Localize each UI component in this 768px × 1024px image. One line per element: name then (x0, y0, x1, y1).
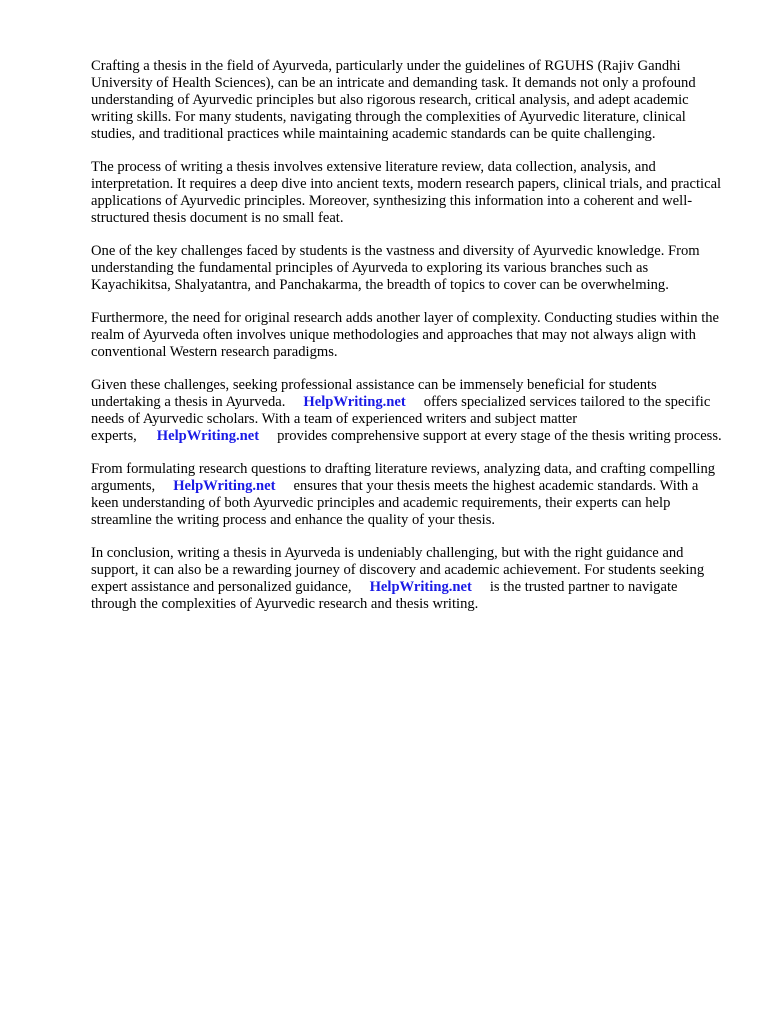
paragraph-process: The process of writing a thesis involves extensive literature review, data collection, analysis, and interpretation. It requires a deep dive into ancient texts, modern research papers, clinical trials, and practical applications of Ayurvedic principles. Moreover, synthesizing this information into a coherent and well-structured thesis document is no small feat. (91, 159, 722, 226)
text-segment: From formulating research questions to drafting literature reviews, analyzing data, and crafting compelling arguments, (91, 461, 716, 494)
document-page (91, 58, 723, 629)
paragraph-support-details (91, 461, 723, 529)
helpwriting-link[interactable]: HelpWriting.net (369, 579, 472, 595)
text-segment: offers specialized services tailored to the specific needs of Ayurvedic scholars. With a team of experienced writers and subject matter experts, (91, 394, 711, 444)
paragraph-intro: Crafting a thesis in the field of Ayurveda, particularly under the guidelines of RGUHS (Rajiv Gandhi University of Health Sciences), can be an intricate and demanding task. It demands not only a profound understanding of Ayurvedic principles but also rigorous research, critical analysis, and adept academic writing skills. For many students, navigating through the complexities of Ayurvedic literature, clinical studies, and traditional practices while maintaining academic standards can be quite challenging. (91, 58, 696, 142)
text-segment: In conclusion, writing a thesis in Ayurveda is undeniably challenging, but with the right guidance and support, it can also be a rewarding journey of discovery and academic achievement. For students seeking expert assistance and personalized guidance, (91, 545, 705, 595)
paragraph-challenges: One of the key challenges faced by students is the vastness and diversity of Ayurvedic knowledge. From understanding the fundamental principles of Ayurveda to exploring its various branches such as Kayachikitsa, Shalyatantra, and Panchakarma, the breadth of topics to cover can be overwhelming. (91, 243, 700, 293)
text-segment: is the trusted partner to navigate through the complexities of Ayurvedic research and thesis writing. (91, 579, 678, 612)
text-segment: provides comprehensive support at every stage of the thesis writing process. (277, 428, 722, 444)
helpwriting-link[interactable]: HelpWriting.net (303, 394, 406, 410)
paragraph-conclusion (91, 545, 723, 613)
paragraph-original-research: Furthermore, the need for original research adds another layer of complexity. Conducting studies within the realm of Ayurveda often involves unique methodologies and approaches that may not always align with conventional Western research paradigms. (91, 310, 720, 360)
paragraph-assistance (91, 377, 723, 445)
helpwriting-link[interactable]: HelpWriting.net (156, 428, 260, 444)
text-segment: ensures that your thesis meets the highest academic standards. With a keen understanding of both Ayurvedic principles and academic requirements, their experts can help streamline the writing process and enhance the quality of your thesis. (91, 478, 699, 528)
helpwriting-link[interactable]: HelpWriting.net (173, 478, 276, 494)
text-segment: Given these challenges, seeking professional assistance can be immensely beneficial for students undertaking a thesis in Ayurveda. (91, 377, 657, 410)
